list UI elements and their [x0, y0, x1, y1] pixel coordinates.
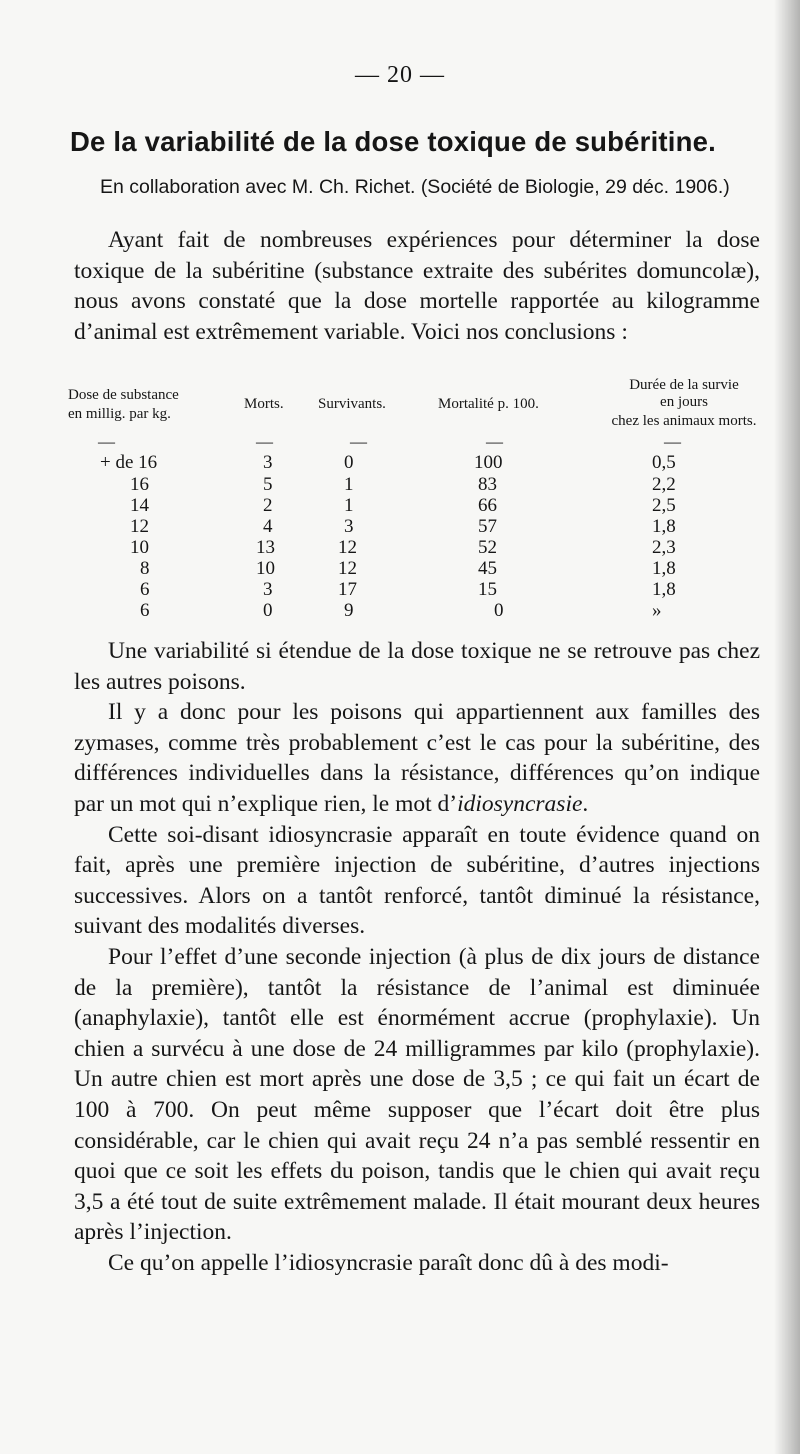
cell-survivants: 3: [344, 516, 354, 537]
cell-duree: 1,8: [652, 558, 676, 579]
cell-survivants: 17: [338, 579, 357, 600]
cell-dose: 10: [130, 537, 149, 558]
paragraph-variability-text: Une variabilité si étendue de la dose toxique ne se retrouve pas chez les autres poisons.: [74, 638, 760, 695]
article-title: De la variabilité de la dose toxique de subéritine.: [70, 126, 716, 157]
cell-morts: 10: [256, 558, 275, 579]
results-table: [68, 372, 768, 630]
page-number: — 20 —: [355, 62, 445, 88]
cell-morts: 2: [263, 495, 273, 516]
cell-morts: 0: [263, 600, 273, 621]
header-survivants: Survivants.: [318, 396, 386, 412]
header-duree-line2: en jours: [660, 394, 708, 410]
cell-mortalite: 0: [494, 600, 504, 621]
cell-mortalite: 100: [474, 452, 503, 473]
cell-survivants: 9: [344, 600, 354, 621]
header-morts: Morts.: [244, 396, 284, 412]
cell-morts: 4: [263, 516, 273, 537]
cell-dose: 6: [140, 579, 150, 600]
cell-duree: 1,8: [652, 579, 676, 600]
cell-dose: 8: [140, 558, 150, 579]
paragraph-variability: [74, 636, 760, 697]
collaboration-line: En collaboration avec M. Ch. Richet. (Société de Biologie, 29 déc. 1906.): [100, 176, 730, 198]
cell-survivants: 1: [344, 474, 354, 495]
paragraph-intro-text: Ayant fait de nombreuses expériences pour déterminer la dose toxique de la subéritine (substance extraite des subérites domuncolæ), nous avons constaté que la dose mortelle rapportée au kilogramme d’animal est extrêmement variable. Voici nos conclusions :: [74, 227, 760, 345]
cell-morts: 13: [256, 537, 275, 558]
paragraph-zymases: [74, 697, 760, 819]
paragraph-intro: [74, 225, 760, 347]
header-dash: —: [486, 432, 503, 451]
paragraph-zymases-end: .: [582, 790, 589, 817]
page-edge-shadow: [774, 0, 800, 1454]
cell-dose: 6: [140, 600, 150, 621]
cell-duree: 1,8: [652, 516, 676, 537]
paragraph-zymases-text: Il y a donc pour les poisons qui appartiennent aux familles des zymases, comme très probablement c’est le cas pour la subéritine, des différences individuelles dans la résistance, différences qu’on indique par un mot qui n’explique rien, le mot d’: [74, 699, 760, 817]
header-dash: —: [350, 432, 367, 451]
cell-mortalite: 57: [478, 516, 497, 537]
idiosyncrasie-term: idiosyncrasie: [457, 790, 583, 817]
cell-mortalite: 15: [478, 579, 497, 600]
header-duree-line1: Durée de la survie: [629, 377, 739, 393]
header-dash: —: [98, 432, 115, 451]
paragraph-conclusion: [74, 1248, 760, 1279]
cell-dose: + de 16: [100, 452, 158, 473]
header-dose-line1: Dose de substance: [68, 387, 179, 403]
cell-survivants: 12: [338, 537, 357, 558]
cell-mortalite: 52: [478, 537, 497, 558]
cell-mortalite: 45: [478, 558, 497, 579]
cell-duree: »: [652, 600, 662, 621]
paragraph-idiosyncrasy-text: Cette soi-disant idiosyncrasie apparaît en toute évidence quand on fait, après une première injection de subéritine, d’autres injections successives. Alors on a tantôt renforcé, tantôt diminué la résistance, suivant des modalités diverses.: [74, 821, 760, 940]
cell-duree: 2,3: [652, 537, 676, 558]
cell-morts: 3: [263, 579, 273, 600]
header-dose-line2: en millig. par kg.: [68, 406, 171, 422]
paragraph-second-injection-text: Pour l’effet d’une seconde injection (à plus de dix jours de distance de la première), tantôt la résistance de l’animal est diminuée (anaphylaxie), tantôt elle est énormément accrue (prophylaxie). Un chien a survécu à une dose de 24 milligrammes par kilo (prophylaxie). Un autre chien est mort après une dose de 3,5 ; ce qui fait un écart de 100 à 700. On peut même supposer que l’écart doit être plus considérable, car le chien qui avait reçu 24 n’a pas semblé ressentir en quoi que ce soit les effets du poison, tandis que le chien qui avait reçu 3,5 a été tout de suite extrêmement malade. Il était mourant deux heures après l’injection.: [74, 943, 760, 1246]
cell-dose: 14: [130, 495, 149, 516]
body-text: [74, 636, 760, 1278]
cell-survivants: 12: [338, 558, 357, 579]
cell-duree: 2,5: [652, 495, 676, 516]
cell-mortalite: 66: [478, 495, 497, 516]
cell-survivants: 0: [344, 452, 354, 473]
paragraph-conclusion-text: Ce qu’on appelle l’idiosyncrasie paraît donc dû à des modi-: [108, 1249, 669, 1276]
header-dash: —: [256, 432, 273, 451]
paragraph-idiosyncrasy: [74, 820, 760, 942]
paragraph-second-injection: [74, 942, 760, 1248]
cell-dose: 16: [130, 474, 149, 495]
cell-duree: 2,2: [652, 474, 676, 495]
cell-mortalite: 83: [478, 474, 497, 495]
header-duree-line3: chez les animaux morts.: [611, 413, 757, 429]
cell-morts: 3: [263, 452, 273, 473]
cell-survivants: 1: [344, 495, 354, 516]
header-mortalite: Mortalité p. 100.: [438, 396, 539, 412]
cell-morts: 5: [263, 474, 273, 495]
header-dash: —: [664, 432, 681, 451]
cell-dose: 12: [130, 516, 149, 537]
cell-duree: 0,5: [652, 452, 676, 473]
